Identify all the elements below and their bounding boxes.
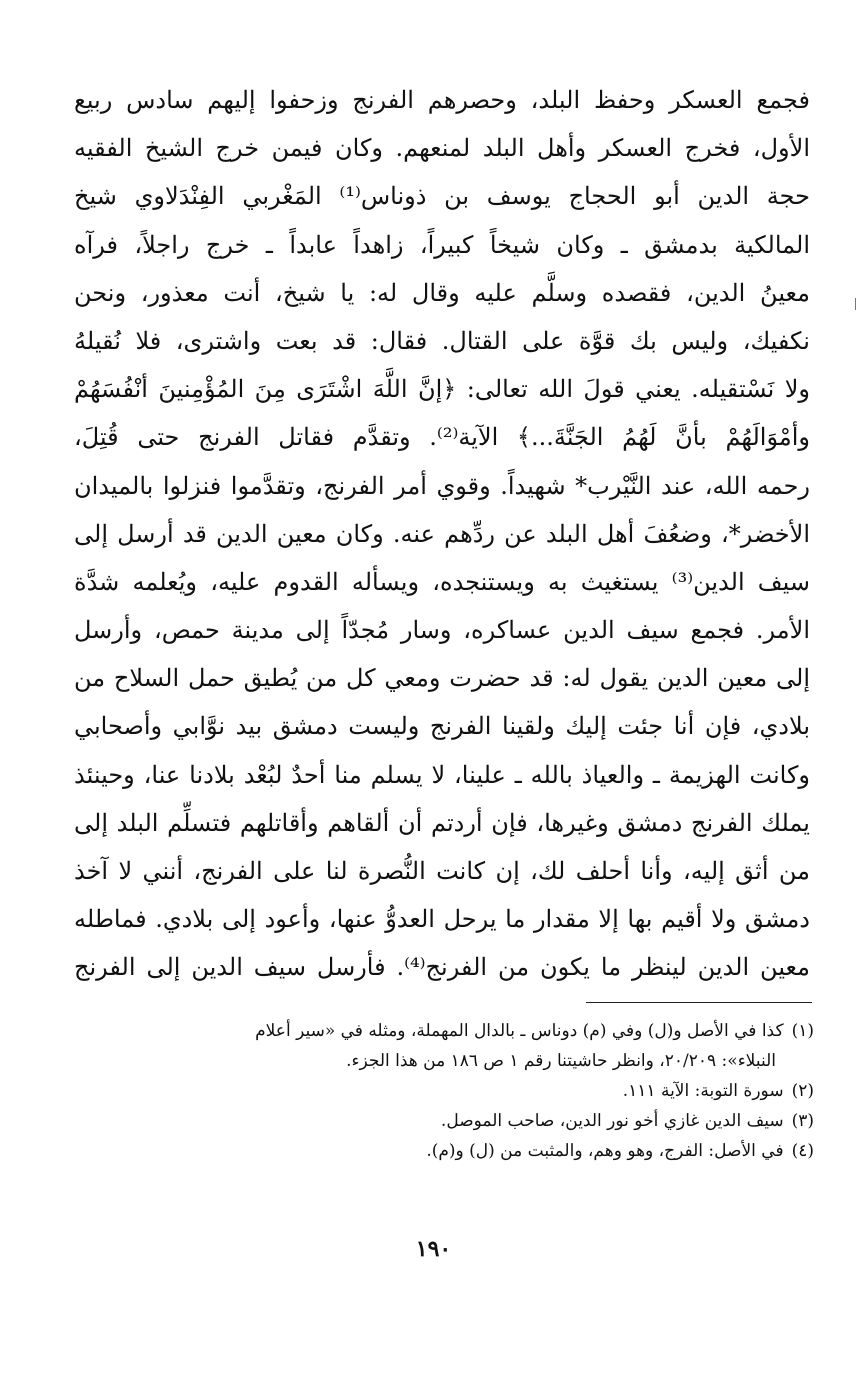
text-line: الأخضر*، وضعُفَ أهل البلد عن ردِّهم عنه. وكان معين الدين قد أرسل إلى <box>74 519 810 548</box>
footnote-2 <box>74 1076 814 1106</box>
text-line: المالكية بدمشق ـ وكان شيخاً كبيراً، زاهداً عابداً ـ خرج راجلاً، فرآه <box>74 230 810 259</box>
text-line: نكفيك، وليس بك قوَّة على القتال. فقال: قد بعت واشترى، فلا نُقيلهُ <box>74 326 810 355</box>
footnote-text: في الأصل: الفرج، وهو وهم، والمثبت من (ل) و(م). <box>426 1141 784 1161</box>
footnote-number: (٢) <box>791 1081 814 1101</box>
main-text-block <box>74 76 810 992</box>
text-line: حجة الدين أبو الحجاج يوسف بن ذوناس⁽¹⁾ المَغْربي الفِنْدَلاوي شيخ <box>74 182 810 211</box>
text-line: ولا نَسْتقيله. يعني قولَ الله تعالى: ﴿إنَّ اللَّهَ اشْتَرَى مِنَ المُؤْمِنينَ أنْفُسَهُمْ <box>74 375 810 404</box>
text-line: سيف الدين⁽³⁾ يستغيث به ويستنجده، ويسأله القدوم عليه، ويُعلمه شدَّة <box>74 567 810 596</box>
footnote-number: (٣) <box>791 1111 814 1131</box>
footnote-1-continuation <box>74 1046 814 1076</box>
footnote-text: سورة التوبة: الآية ١١١. <box>622 1081 784 1101</box>
text-line: فجمع العسكر وحفظ البلد، وحصرهم الفرنج وزحفوا إليهم سادس ربيع <box>74 86 810 114</box>
footnote-4 <box>74 1136 814 1166</box>
text-line: رحمه الله، عند النَّيْرب* شهيداً. وقوي أمر الفرنج، وتقدَّموا فنزلوا بالميدان <box>74 471 810 500</box>
text-line: إلى معين الدين يقول له: قد حضرت ومعي كل من يُطيق حمل السلاح من <box>74 664 810 693</box>
text-line: بلادي، فإن أنا جئت إليك ولقينا الفرنج وليست دمشق بيد نوَّابي وأصحابي <box>74 712 810 741</box>
scan-edge-mark <box>855 298 856 310</box>
text-line: يملك الفرنج دمشق وغيرها، فإن أردتم أن ألقاهم وأقاتلهم فتسلِّم البلد إلى <box>74 808 810 837</box>
footnote-number: (١) <box>791 1021 814 1041</box>
footnote-text: سيف الدين غازي أخو نور الدين، صاحب الموصل. <box>440 1111 784 1131</box>
text-line: من أثق إليه، وأنا أحلف لك، إن كانت النُّصرة لنا على الفرنج، أنني لا آخذ <box>74 857 810 885</box>
footnote-separator <box>586 1002 812 1003</box>
footnote-number: (٤) <box>791 1141 814 1161</box>
footnote-text: كذا في الأصل و(ل) وفي (م) دوناس ـ بالدال المهملة، ومثله في «سير أعلام <box>255 1021 784 1041</box>
page-number: ١٩٠ <box>415 1236 452 1262</box>
text-line: الأمر. فجمع سيف الدين عساكره، وسار مُجدّاً إلى مدينة حمص، وأرسل <box>74 616 810 645</box>
text-line: وأمْوَالَهُمْ بأنَّ لَهُمُ الجَنَّةَ...﴾ الآية⁽²⁾. وتقدَّم فقاتل الفرنج حتى قُتِلَ، <box>74 423 810 452</box>
text-line: دمشق ولا أقيم بها إلا مقدار ما يرحل العدوُّ عنها، وأعود إلى بلادي. فماطله <box>74 905 810 934</box>
text-line: الأول، فخرج العسكر وأهل البلد لمنعهم. وكان فيمن خرج الشيخ الفقيه <box>74 134 810 163</box>
text-line: معينُ الدين، فقصده وسلَّم عليه وقال له: يا شيخ، أنت معذور، ونحن <box>74 278 810 307</box>
footnotes-block <box>74 1016 814 1166</box>
text-line: معين الدين لينظر ما يكون من الفرنج⁽⁴⁾. فأرسل سيف الدين إلى الفرنج <box>74 953 810 982</box>
text-line: وكانت الهزيمة ـ والعياذ بالله ـ علينا، لا يسلم منا أحدٌ لبُعْد بلادنا عنا، وحينئذ <box>74 760 810 789</box>
footnote-3 <box>74 1106 814 1136</box>
footnote-text: النبلاء»: ٢٠/٢٠٩، وانظر حاشيتنا رقم ١ ص ١٨٦ من هذا الجزء. <box>346 1051 776 1071</box>
footnote-1 <box>74 1016 814 1046</box>
